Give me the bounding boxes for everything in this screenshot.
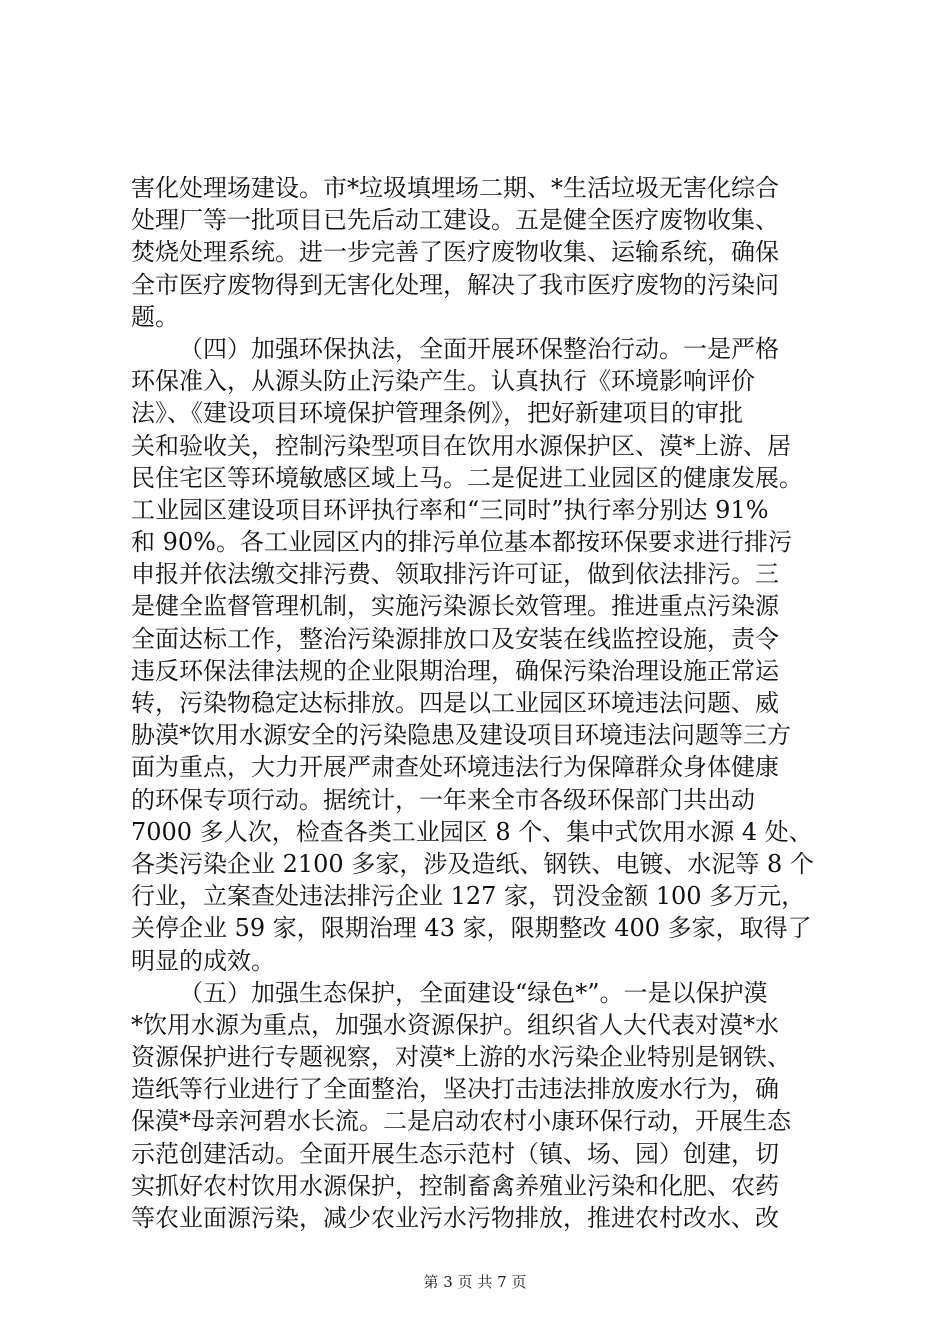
text-line: 处理厂等一批项目已先后动工建设。五是健全医疗废物收集、 [131, 206, 779, 235]
text-line: 造纸等行业进行了全面整治，坚决打击违法排放废水行为，确 [131, 1075, 779, 1104]
text-line: 保漠*母亲河碧水长流。二是启动农村小康环保行动，开展生态 [131, 1107, 791, 1136]
text-line: 申报并依法缴交排污费、领取排污许可证，做到依法排污。三 [131, 560, 779, 589]
section-four-heading-line: （四）加强环保执法，全面开展环保整治行动。一是严格 [179, 334, 779, 363]
text-line: 的环保专项行动。据统计，一年来全市各级环保部门共出动 [131, 785, 755, 814]
section-five-heading-line: （五）加强生态保护，全面建设“绿色*”。一是以保护漠 [179, 978, 768, 1007]
text-line: 等农业面源污染，减少农业污水污物排放，推进农村改水、改 [131, 1204, 779, 1232]
text-line: 关和验收关，控制污染型项目在饮用水源保护区、漠*上游、居 [131, 431, 791, 460]
text-line: 害化处理场建设。市*垃圾填埋场二期、*生活垃圾无害化综合 [131, 174, 779, 202]
page-number-footer: 第 3 页 共 7 页 [423, 1273, 527, 1291]
document-body [131, 172, 831, 1234]
text-line: 转，污染物稳定达标排放。四是以工业园区环境违法问题、威 [131, 689, 779, 717]
text-line: 7000 多人次，检查各类工业园区 8 个、集中式饮用水源 4 处、 [131, 817, 813, 846]
text-line: 违反环保法律法规的企业限期治理，确保污染治理设施正常运 [131, 656, 779, 685]
text-line: 题。 [131, 302, 179, 331]
text-line: 环保准入，从源头防止污染产生。认真执行《环境影响评价 [131, 367, 755, 396]
text-line: 全市医疗废物得到无害化处理，解决了我市医疗废物的污染问 [131, 270, 779, 299]
text-line: 行业，立案查处违法排污企业 127 家，罚没金额 100 多万元， [131, 882, 806, 911]
text-line: 示范创建活动。全面开展生态示范村（镇、场、园）创建，切 [131, 1139, 779, 1168]
text-line: *饮用水源为重点，加强水资源保护。组织省人大代表对漠*水 [131, 1010, 779, 1039]
text-line: 民住宅区等环境敏感区域上马。二是促进工业园区的健康发展。 [131, 463, 803, 492]
text-line: 是健全监督管理机制，实施污染源长效管理。推进重点污染源 [131, 592, 779, 621]
text-line: 资源保护进行专题视察，对漠*上游的水污染企业特别是钢铁、 [131, 1043, 791, 1072]
text-line: 全面达标工作，整治污染源排放口及安装在线监控设施，责令 [131, 624, 779, 653]
text-line: 面为重点，大力开展严肃查处环境违法行为保障群众身体健康 [131, 753, 779, 782]
text-line: 和 90%。各工业园区内的排污单位基本都按环保要求进行排污 [131, 528, 792, 557]
text-line: 各类污染企业 2100 多家，涉及造纸、钢铁、电镀、水泥等 8 个 [131, 849, 814, 878]
text-line: 实抓好农村饮用水源保护，控制畜禽养殖业污染和化肥、农药 [131, 1171, 779, 1200]
text-line: 关停企业 59 家，限期治理 43 家，限期整改 400 多家，取得了 [131, 914, 812, 943]
text-line: 法》、《建设项目环境保护管理条例》，把好新建项目的审批 [131, 399, 743, 428]
text-line: 焚烧处理系统。进一步完善了医疗废物收集、运输系统，确保 [131, 238, 779, 267]
text-line: 工业园区建设项目环评执行率和“三同时”执行率分别达 91% [131, 495, 769, 524]
text-line: 明显的成效。 [131, 946, 275, 975]
text-line: 胁漠*饮用水源安全的污染隐患及建设项目环境违法问题等三方 [131, 721, 791, 750]
